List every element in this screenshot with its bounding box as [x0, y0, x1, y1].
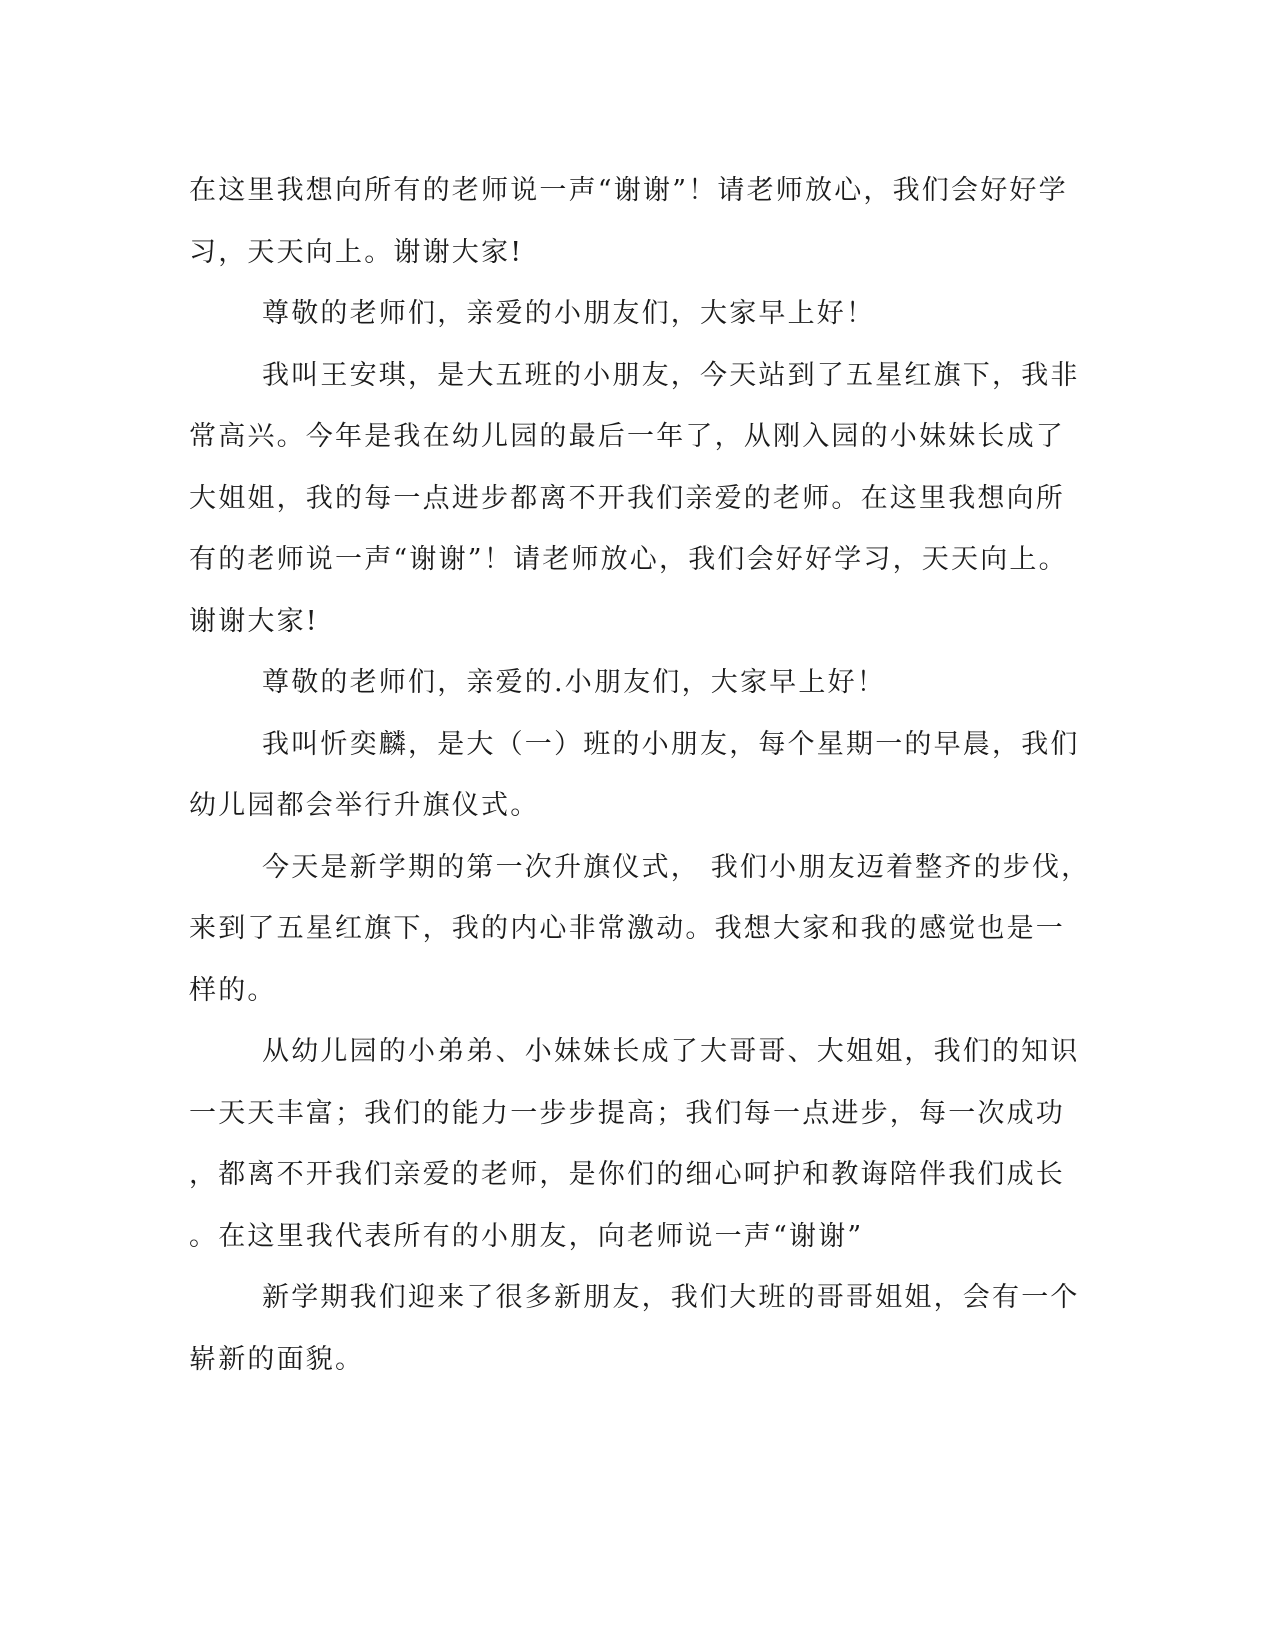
text-line: 从幼儿园的小弟弟、小妹妹长成了大哥哥、大姐姐，我们的知识	[262, 1036, 1080, 1067]
text-line: 常高兴。今年是我在幼儿园的最后一年了，从刚入园的小妹妹长成了	[189, 421, 1065, 452]
text-line: 我叫王安琪，是大五班的小朋友，今天站到了五星红旗下，我非	[262, 359, 1080, 391]
text-line: 。在这里我代表所有的小朋友，向老师说一声“谢谢”	[189, 1220, 864, 1252]
text-line: 样的。	[189, 974, 277, 1006]
text-line: 新学期我们迎来了很多新朋友，我们大班的哥哥姐姐，会有一个	[262, 1282, 1080, 1313]
text-line: ，都离不开我们亲爱的老师，是你们的细心呵护和教诲陪伴我们成长	[189, 1159, 1065, 1190]
text-line: 谢谢大家!	[189, 605, 319, 637]
text-line: 在这里我想向所有的老师说一声“谢谢”！请老师放心，我们会好好学	[189, 175, 1068, 206]
text-line: 崭新的面貌。	[189, 1343, 365, 1375]
text-line: 来到了五星红旗下，我的内心非常激动。我想大家和我的感觉也是一	[189, 913, 1065, 944]
text-line: 有的老师说一声“谢谢”！请老师放心，我们会好好学习，天天向上。	[189, 544, 1068, 575]
document-body	[189, 160, 1091, 1390]
text-line: 尊敬的老师们，亲爱的.小朋友们，大家早上好！	[262, 667, 886, 698]
text-line: 一天天丰富；我们的能力一步步提高；我们每一点进步，每一次成功	[189, 1097, 1065, 1129]
text-line: 大姐姐，我的每一点进步都离不开我们亲爱的老师。在这里我想向所	[189, 482, 1065, 514]
text-line: 我叫忻奕麟，是大（一）班的小朋友，每个星期一的早晨，我们	[262, 728, 1080, 760]
text-line: 今天是新学期的第一次升旗仪式， 我们小朋友迈着整齐的步伐，	[262, 851, 1091, 883]
text-line: 尊敬的老师们，亲爱的小朋友们，大家早上好！	[262, 298, 876, 329]
text-line: 幼儿园都会举行升旗仪式。	[189, 790, 540, 821]
text-line: 习，天天向上。谢谢大家!	[189, 236, 524, 268]
